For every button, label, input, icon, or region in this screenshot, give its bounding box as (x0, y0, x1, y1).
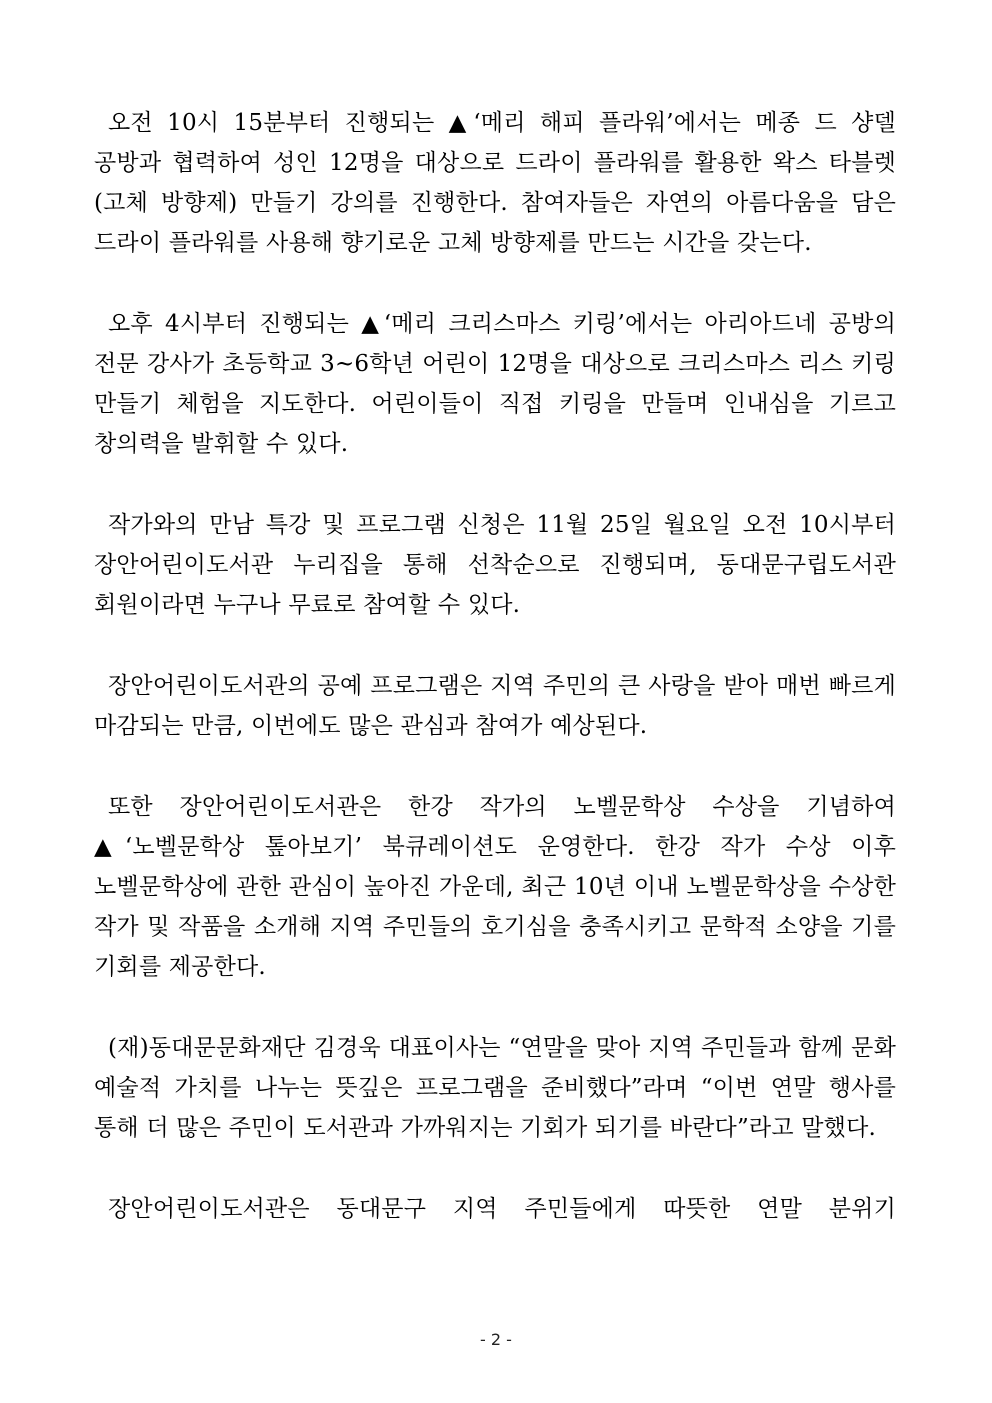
paragraph-christmas-keyring-class: 오후 4시부터 진행되는 ▲‘메리 크리스마스 키링’에서는 아리아드네 공방의 전문 강사가 초등학교 3~6학년 어린이 12명을 대상으로 크리스마스 리스 키링 만들기 체험을 지도한다. 어린이들이 직접 키링을 만들며 인내심을 기르고 창의력을 발휘할 수 있다. (94, 311, 896, 457)
page-number: - 2 - (480, 1330, 512, 1349)
paragraph-program-popularity: 장안어린이도서관의 공예 프로그램은 지역 주민의 큰 사랑을 받아 매번 빠르게 마감되는 만큼, 이번에도 많은 관심과 참여가 예상된다. (94, 673, 896, 739)
paragraph-ceo-quote: (재)동대문문화재단 김경욱 대표이사는 “연말을 맞아 지역 주민들과 함께 문화 예술적 가치를 나누는 뜻깊은 프로그램을 준비했다”라며 “이번 연말 행사를 통해 더 많은 주민이 도서관과 가까워지는 기회가 되기를 바란다”라고 말했다. (94, 1035, 896, 1141)
document-body (94, 103, 896, 1270)
paragraph-registration-info: 작가와의 만남 특강 및 프로그램 신청은 11월 25일 월요일 오전 10시부터 장안어린이도서관 누리집을 통해 선착순으로 진행되며, 동대문구립도서관 회원이라면 누구나 무료로 참여할 수 있다. (94, 512, 896, 618)
paragraph-nobel-book-curation: 또한 장안어린이도서관은 한강 작가의 노벨문학상 수상을 기념하여 ▲‘노벨문학상 톺아보기’ 북큐레이션도 운영한다. 한강 작가 수상 이후 노벨문학상에 관한 관심이 높아진 가운데, 최근 10년 이내 노벨문학상을 수상한 작가 및 작품을 소개해 지역 주민들의 호기심을 충족시키고 문학적 소양을 기를 기회를 제공한다. (94, 794, 896, 980)
paragraph-closing: 장안어린이도서관은 동대문구 지역 주민들에게 따뜻한 연말 분위기 (108, 1196, 896, 1222)
paragraph-wax-tablet-class: 오전 10시 15분부터 진행되는 ▲‘메리 해피 플라워’에서는 메종 드 샹델 공방과 협력하여 성인 12명을 대상으로 드라이 플라워를 활용한 왁스 타블렛(고체 방향제) 만들기 강의를 진행한다. 참여자들은 자연의 아름다움을 담은 드라이 플라워를 사용해 향기로운 고체 방향제를 만드는 시간을 갖는다. (94, 110, 896, 256)
